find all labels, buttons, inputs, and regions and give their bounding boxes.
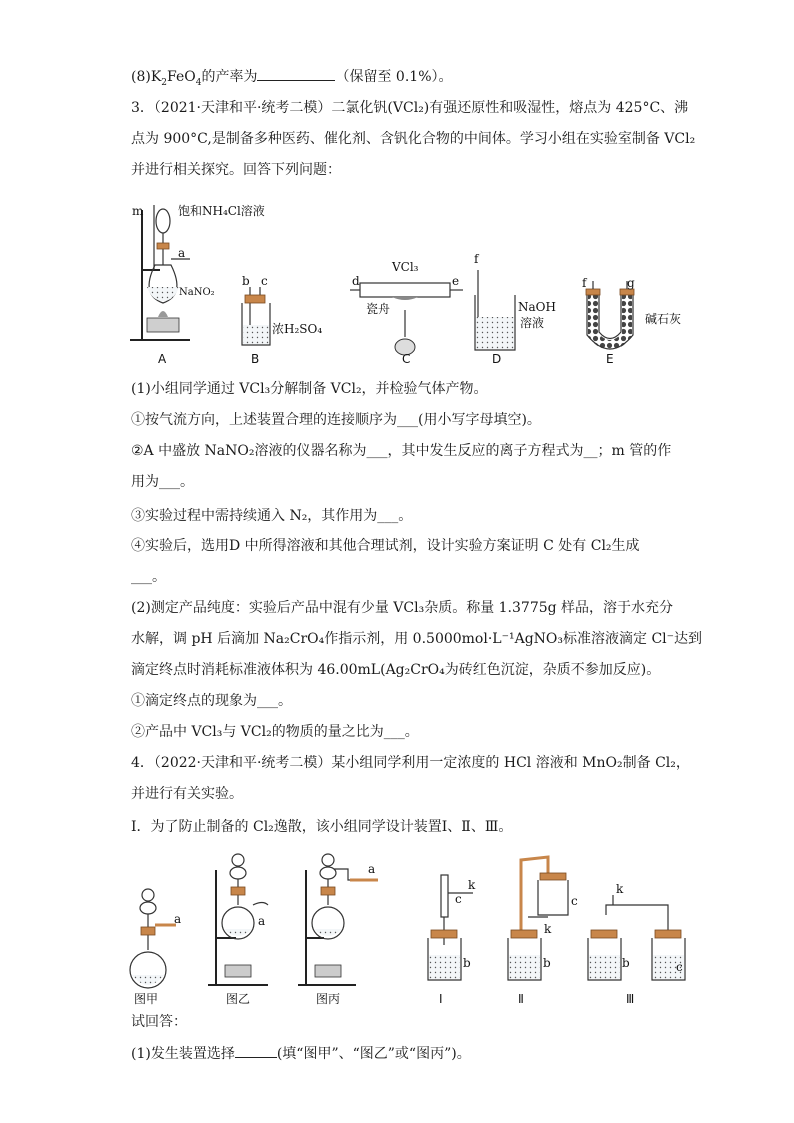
q3-part1-3: ③实验过程中需持续通入 N₂，其作用为___。 (131, 508, 413, 524)
caption-yi: 图乙 (226, 992, 251, 1005)
label-b: b (242, 274, 250, 288)
q3-part2b: 水解，调 pH 后滴加 Na₂CrO₄作指示剂，用 0.5000mol·L⁻¹AgNO₃标准溶液滴定 Cl⁻达到 (131, 631, 703, 647)
label-e: e (452, 274, 460, 288)
i-label-c: c (455, 892, 462, 906)
label-naoh-solution: 溶液 (520, 316, 545, 330)
ii-label-b: b (543, 956, 551, 970)
q3-part2-2: ②产品中 VCl₃与 VCl₂的物质的量之比为___。 (131, 724, 419, 740)
device-iii (588, 882, 685, 1005)
caption-b: B (251, 352, 260, 366)
label-c: c (261, 274, 268, 288)
q3-part1-4a: ④实验后，选用D 中所得溶液和其他合理试剂，设计实验方案证明 C 处有 Cl₂生成 (131, 538, 640, 554)
q3-part1-1: ①按气流方向，上述装置合理的连接顺序为___(用小写字母填空)。 (131, 412, 541, 428)
i-label-k: k (468, 878, 476, 892)
caption-d: D (492, 352, 502, 366)
apparatus-b (242, 274, 322, 366)
apparatus-figure-q3 (130, 195, 700, 370)
label-d: d (352, 274, 360, 288)
apparatus-figure-q4 (128, 845, 688, 1005)
iii-label-k: k (616, 882, 624, 896)
label-boat: 瓷舟 (366, 302, 391, 316)
label-a: a (178, 246, 186, 260)
caption-e: E (606, 352, 614, 366)
apparatus-d (474, 252, 556, 366)
iii-label-b: b (622, 956, 630, 970)
q8-prefix: (8)K (131, 69, 162, 85)
q3-part1: (1)小组同学通过 VCl₃分解制备 VCl₂，并检验气体产物。 (131, 381, 488, 397)
q8-sub2: 4 (195, 77, 202, 88)
q4-q1-suffix: (填“图甲”、“图乙”或“图丙”)。 (276, 1046, 471, 1062)
q3-part1-4b: ___。 (131, 569, 166, 585)
label-vcl3: VCl₃ (392, 260, 419, 274)
q8-sub1: 2 (161, 77, 168, 88)
label-soda-lime: 碱石灰 (645, 312, 682, 326)
q4-try: 试回答： (131, 1014, 187, 1030)
q4-line3: Ⅰ．为了防止制备的 Cl₂逸散，该小组同学设计装置Ⅰ、Ⅱ、Ⅲ。 (131, 819, 513, 835)
caption-jia: 图甲 (134, 992, 159, 1005)
caption-c: C (402, 352, 411, 366)
jia-label-a: a (174, 912, 182, 926)
label-sat-nh4cl: 饱和NH₄Cl溶液 (178, 204, 265, 218)
q3-line1: 3．（2021·天津和平·统考二模）二氯化钒(VCl₂)有强还原性和吸湿性，熔点为 425°C、沸 (131, 100, 689, 116)
figure-jia (130, 889, 181, 1005)
label-m: m (132, 204, 144, 218)
i-label-b: b (463, 956, 471, 970)
label-f: f (474, 252, 479, 266)
q4-answer-blank[interactable] (235, 1043, 277, 1058)
label-f-e: f (582, 276, 587, 290)
q4-line2: 并进行有关实验。 (131, 786, 243, 802)
caption-ii: Ⅱ (518, 992, 524, 1005)
device-ii (508, 857, 578, 1005)
figure-bing (298, 854, 378, 1005)
q3-part2c: 滴定终点时消耗标准液体积为 46.00mL(Ag₂CrO₄为砖红色沉淀，杂质不参加反应)。 (131, 662, 661, 678)
q3-part2a: (2)测定产品纯度：实验后产品中混有少量 VCl₃杂质。称量 1.3775g 样品，溶于水充分 (131, 600, 674, 616)
apparatus-c (350, 260, 463, 366)
q3-part1-2b: 用为___。 (131, 474, 194, 490)
caption-iii: Ⅲ (626, 992, 635, 1005)
q3-part2-1: ①滴定终点的现象为___。 (131, 693, 292, 709)
apparatus-e (582, 276, 681, 366)
q8-line (131, 66, 674, 93)
q4-q1-line (131, 1043, 674, 1064)
caption-bing: 图丙 (316, 992, 341, 1005)
label-g: g (627, 276, 635, 290)
q4-line1: 4．（2022·天津和平·统考二模）某小组同学利用一定浓度的 HCl 溶液和 MnO₂制备 Cl₂， (131, 755, 690, 771)
q8-suffix: 的产率为 (201, 69, 258, 85)
ii-label-k: k (544, 922, 552, 936)
q4-q1-prefix: (1)发生装置选择 (131, 1046, 235, 1062)
label-naoh: NaOH (518, 300, 556, 314)
figure-yi (208, 854, 268, 1005)
q3-line2: 点为 900°C,是制备多种医药、催化剂、含钒化合物的中间体。学习小组在实验室制备 VCl₂ (131, 131, 696, 147)
caption-i: Ⅰ (439, 992, 443, 1005)
iii-label-c: c (676, 960, 683, 974)
device-i (428, 875, 476, 1005)
bing-label-a: a (368, 862, 376, 876)
q3-line3: 并进行相关探究。回答下列问题： (131, 162, 341, 178)
q3-part1-2a: ②A 中盛放 NaNO₂溶液的仪器名称为___，其中发生反应的离子方程式为__；m 管的作 (131, 443, 672, 459)
label-conc-h2so4: 浓H₂SO₄ (272, 322, 323, 336)
q8-tail: （保留至 0.1%）。 (335, 69, 453, 85)
label-nano2: NaNO₂ (179, 287, 215, 298)
ii-label-c: c (571, 894, 578, 908)
q8-mid: FeO (167, 69, 196, 85)
answer-blank[interactable] (257, 66, 335, 81)
yi-label-a: a (258, 914, 266, 928)
caption-a: A (158, 352, 167, 366)
